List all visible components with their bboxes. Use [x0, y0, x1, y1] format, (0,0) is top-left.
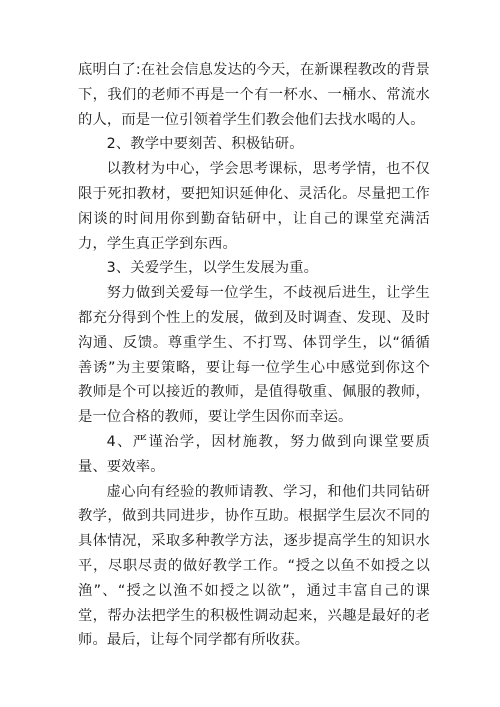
section-heading-4: 4、严谨治学，因材施教，努力做到向课堂要质量、要效率。	[78, 433, 430, 475]
section-heading-2: 2、教学中要刻苦、积极钻研。	[106, 136, 304, 153]
section-heading-3: 3、关爱学生，以学生发展为重。	[106, 260, 319, 277]
paragraph-4: 虚心向有经验的教师请教、学习，和他们共同钻研教学，做到共同进步，协作互助。根据学生层次不同的具体情况，采取多种教学方法，逐步提高学生的知识水平，尽职尽责的做好教学工作。“授之以鱼不如授之以渔”、“授之以渔不如授之以欲”，通过丰富自己的课堂，帮办法把学生的积极性调动起来，兴趣是最好的老师。最后，让每个同学都有所收获。	[78, 483, 430, 649]
paragraph-3: 努力做到关爱每一位学生，不歧视后进生，让学生都充分得到个性上的发展，做到及时调查、发现、及时沟通、反馈。尊重学生、不打骂、体罚学生，以“循循善诱”为主要策略，要让每一位学生心中感觉到你这个教师是个可以接近的教师，是值得敬重、佩服的教师，是一位合格的教师，要让学生因你而幸运。	[78, 285, 430, 426]
paragraph-2: 以教材为中心，学会思考课标，思考学情，也不仅限于死扣教材，要把知识延伸化、灵活化。尽量把工作闲谈的时间用你到勤奋钻研中，让自己的课堂充满活力，学生真正学到东西。	[78, 161, 430, 252]
paragraph-1: 底明白了:在社会信息发达的今天，在新课程教改的背景下，我们的老师不再是一个有一杯水、一桶水、常流水的人，而是一位引领着学生们教会他们去找水喝的人。	[78, 62, 430, 128]
document-body	[78, 58, 430, 653]
